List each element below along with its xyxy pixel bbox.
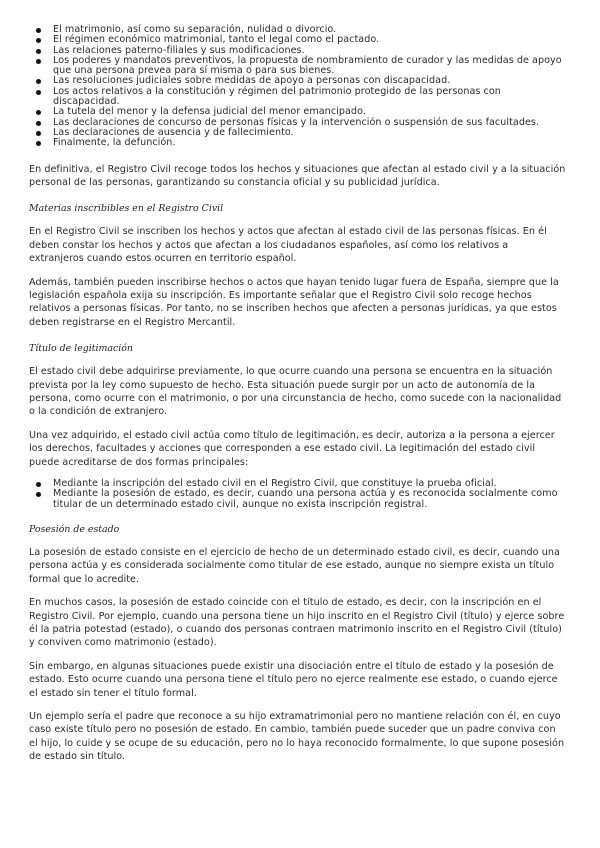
list-item: Los poderes y mandatos preventivos, la propuesta de nombramiento de curador y las medidas de apoyo que una persona prevea para sí misma o para sus bienes. xyxy=(29,56,566,77)
legitimacion-bullet-list xyxy=(29,479,566,510)
list-item: Las resoluciones judiciales sobre medidas de apoyo a personas con discapacidad. xyxy=(29,76,566,86)
paragraph: Además, también pueden inscribirse hechos o actos que hayan tenido lugar fuera de España, siempre que la legislación española exija su inscripción. Es importante señalar que el Registro Civil solo recoge hechos relativos a personas físicas. Por tanto, no se inscriben hechos que afecten a personas jurídicas, ya que estos deben registrarse en el Registro Mercantil. xyxy=(29,276,559,328)
paragraph: Una vez adquirido, el estado civil actúa como título de legitimación, es decir, autoriza a la persona a ejercer los derechos, facultades y acciones que corresponden a ese estado civil. La legitimación del estado civil puede acreditarse de dos formas principales: xyxy=(29,429,555,468)
list-item: Mediante la posesión de estado, es decir, cuando una persona actúa y es reconocida socialmente como titular de un determinado estado civil, aunque no exista inscripción registral. xyxy=(29,489,566,510)
intro-paragraph: En definitiva, el Registro Civil recoge todos los hechos y situaciones que afectan al estado civil y a la situación personal de las personas, garantizando su constancia oficial y su publicidad jurídica. xyxy=(29,163,566,188)
list-item: Mediante la inscripción del estado civil en el Registro Civil, que constituye la prueba oficial. xyxy=(29,479,566,489)
section-heading-titulo: Título de legitimación xyxy=(29,343,133,355)
top-bullet-list xyxy=(29,25,566,149)
list-item: Las declaraciones de ausencia y de fallecimiento. xyxy=(29,128,566,138)
list-item: Finalmente, la defunción. xyxy=(29,138,566,148)
list-item: La tutela del menor y la defensa judicial del menor emancipado. xyxy=(29,107,566,117)
paragraph: En muchos casos, la posesión de estado coincide con el título de estado, es decir, con la inscripción en el Registro Civil. Por ejemplo, cuando una persona tiene un hijo inscrito en el Registro Civil (título) y ejerce sobre él la patria potestad (estado), o cuando dos personas contraen matrimonio inscrito en el Registro Civil (título) y conviven como matrimonio (estado). xyxy=(29,597,565,649)
list-item: El matrimonio, así como su separación, nulidad o divorcio. xyxy=(29,25,566,35)
paragraph: El estado civil debe adquirirse previamente, lo que ocurre cuando una persona se encuentra en la situación prevista por la ley como supuesto de hecho. Esta situación puede surgir por un acto de autonomía de la persona, como ocurre con el matrimonio, o por una circunstancia de hecho, como sucede con la nacionalidad o la condición de extranjero. xyxy=(29,366,562,418)
paragraph: Un ejemplo sería el padre que reconoce a su hijo extramatrimonial pero no mantiene relación con él, en cuyo caso existe título pero no posesión de estado. En cambio, también puede suceder que un padre conviva con el hijo, lo cuide y se ocupe de su educación, pero no lo haya reconocido formalmente, lo que supone posesión de estado sin título. xyxy=(29,711,565,763)
paragraph: La posesión de estado consiste en el ejercicio de hecho de un determinado estado civil, es decir, cuando una persona actúa y es considerada socialmente como titular de ese estado, aunque no siempre exista un título formal que lo acredite. xyxy=(29,546,560,585)
section-heading-posesion: Posesión de estado xyxy=(29,523,120,535)
list-item: El régimen económico matrimonial, tanto el legal como el pactado. xyxy=(29,35,566,45)
section-heading-materias: Materias inscribibles en el Registro Civil xyxy=(29,203,224,215)
list-item: Las declaraciones de concurso de personas físicas y la intervención o suspensión de sus facultades. xyxy=(29,118,566,128)
paragraph: En el Registro Civil se inscriben los hechos y actos que afectan al estado civil de las personas físicas. En él deben constar los hechos y actos que afectan a los ciudadanos españoles, así como los relativos a extranjeros cuando estos ocurren en territorio español. xyxy=(29,226,547,265)
list-item: Los actos relativos a la constitución y régimen del patrimonio protegido de las personas con discapacidad. xyxy=(29,87,566,108)
paragraph: Sin embargo, en algunas situaciones puede existir una disociación entre el título de estado y la posesión de estado. Esto ocurre cuando una persona tiene el título pero no ejerce realmente ese estado, o cuando ejerce el estado sin tener el título formal. xyxy=(29,660,558,699)
list-item: Las relaciones paterno-filiales y sus modificaciones. xyxy=(29,46,566,56)
